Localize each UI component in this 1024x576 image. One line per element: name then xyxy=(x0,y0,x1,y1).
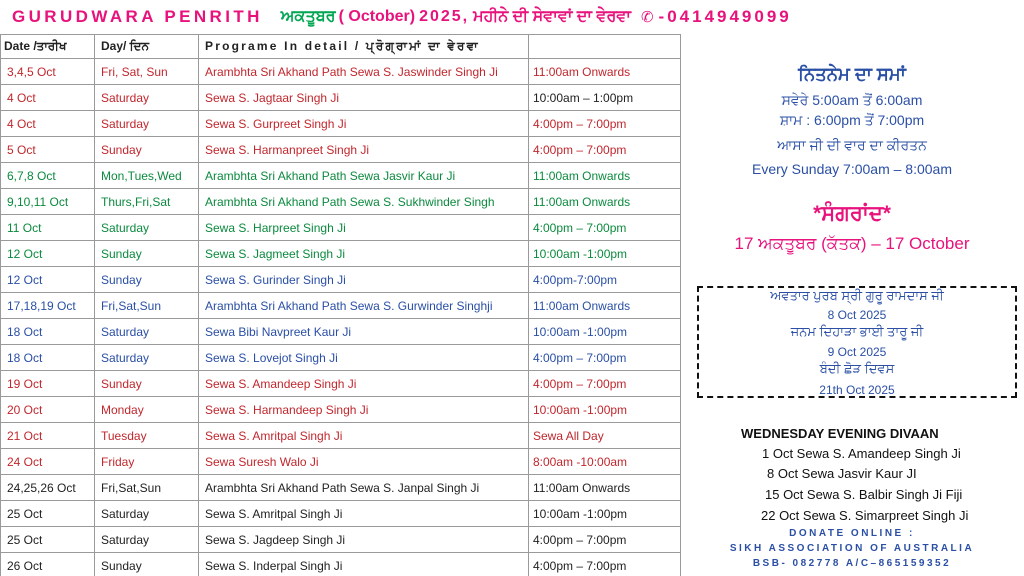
date-cell: 25 Oct xyxy=(1,501,95,527)
time-cell: 10:00am -1:00pm xyxy=(529,501,681,527)
wednesday-item: 15 Oct Sewa S. Balbir Singh Ji Fiji xyxy=(765,487,963,502)
sunday-kirtan: Every Sunday 7:00am – 8:00am xyxy=(751,161,952,177)
day-cell: Tuesday xyxy=(95,423,199,449)
table-row xyxy=(1,319,681,345)
table-row xyxy=(1,163,681,189)
date-cell: 18 Oct xyxy=(1,319,95,345)
time-cell: 10:00am – 1:00pm xyxy=(529,85,681,111)
day-cell: Sunday xyxy=(95,371,199,397)
header-day: Day/ ਦਿਨ xyxy=(95,35,199,59)
schedule-table xyxy=(0,34,681,576)
date-cell: 4 Oct xyxy=(1,111,95,137)
header-time xyxy=(529,35,681,59)
time-cell: 4:00pm – 7:00pm xyxy=(529,345,681,371)
time-cell: 11:00am Onwards xyxy=(529,59,681,85)
program-cell: Sewa S. Gurinder Singh Ji xyxy=(199,267,529,293)
day-cell: Sunday xyxy=(95,553,199,576)
table-row xyxy=(1,215,681,241)
day-cell: Saturday xyxy=(95,501,199,527)
day-cell: Fri, Sat, Sun xyxy=(95,59,199,85)
event-date: 8 Oct 2025 xyxy=(827,308,887,322)
event-label: ਜਨਮ ਦਿਹਾੜਾ ਭਾਈ ਤਾਰੂ ਜੀ xyxy=(790,324,924,339)
wednesday-item: 22 Oct Sewa S. Simarpreet Singh Ji xyxy=(761,508,969,523)
table-row xyxy=(1,241,681,267)
sangrand-title: *ਸੰਗਰਾਂਦ* xyxy=(813,202,891,225)
date-cell: 17,18,19 Oct xyxy=(1,293,95,319)
program-cell: Arambhta Sri Akhand Path Sewa S. Janpal Singh Ji xyxy=(199,475,529,501)
time-cell: 4:00pm – 7:00pm xyxy=(529,527,681,553)
nitnem-morning: ਸਵੇਰੇ 5:00am ਤੋਂ 6:00am xyxy=(781,92,923,108)
day-cell: Sunday xyxy=(95,267,199,293)
program-cell: Sewa S. Inderpal Singh Ji xyxy=(199,553,529,576)
time-cell: 4:00pm-7:00pm xyxy=(529,267,681,293)
date-cell: 3,4,5 Oct xyxy=(1,59,95,85)
day-cell: Friday xyxy=(95,449,199,475)
table-row xyxy=(1,475,681,501)
schedule-body xyxy=(1,59,681,576)
month-punjabi: ਅਕਤੂਬਰ xyxy=(280,8,336,25)
asa-di-vaar: ਆਸਾ ਜੀ ਦੀ ਵਾਰ ਦਾ ਕੀਰਤਨ xyxy=(777,137,927,153)
gurpurab-events-box xyxy=(697,286,1017,398)
date-cell: 5 Oct xyxy=(1,137,95,163)
nitnem-title: ਨਿਤਨੇਮ ਦਾ ਸਮਾਂ xyxy=(798,64,906,84)
wednesday-item: 1 Oct Sewa S. Amandeep Singh Ji xyxy=(762,446,961,461)
program-cell: Sewa S. Amritpal Singh Ji xyxy=(199,501,529,527)
time-cell: 10:00am -1:00pm xyxy=(529,319,681,345)
subtitle-punjabi: ਮਹੀਨੇ ਦੀ ਸੇਵਾਵਾਂ ਦਾ ਵੇਰਵਾ xyxy=(473,8,631,25)
program-cell: Arambhta Sri Akhand Path Sewa S. Jaswinder Singh Ji xyxy=(199,59,529,85)
time-cell: 10:00am -1:00pm xyxy=(529,397,681,423)
date-cell: 20 Oct xyxy=(1,397,95,423)
day-cell: Saturday xyxy=(95,215,199,241)
table-row xyxy=(1,345,681,371)
date-cell: 26 Oct xyxy=(1,553,95,576)
day-cell: Monday xyxy=(95,397,199,423)
day-cell: Saturday xyxy=(95,111,199,137)
day-cell: Saturday xyxy=(95,345,199,371)
header-program: Programe In detail / ਪ੍ਰੋਗ੍ਰਾਮਾਂ ਦਾ ਵੇਰਵਾ xyxy=(199,35,529,59)
table-row xyxy=(1,137,681,163)
event-label: ਅਵਤਾਰ ਪੁਰਬ ਸ੍ਰੀ ਗੁਰੂ ਰਾਮਦਾਸ ਜੀ xyxy=(770,288,944,303)
date-cell: 6,7,8 Oct xyxy=(1,163,95,189)
time-cell: 4:00pm – 7:00pm xyxy=(529,111,681,137)
phone-text: -0414949099 xyxy=(658,7,792,26)
time-cell: 4:00pm – 7:00pm xyxy=(529,215,681,241)
program-cell: Sewa S. Amritpal Singh Ji xyxy=(199,423,529,449)
day-cell: Sunday xyxy=(95,137,199,163)
table-row xyxy=(1,501,681,527)
table-row xyxy=(1,111,681,137)
time-cell: 11:00am Onwards xyxy=(529,189,681,215)
wednesday-item: 8 Oct Sewa Jasvir Kaur JI xyxy=(767,466,917,481)
year: 2025, xyxy=(419,8,470,25)
time-cell: 4:00pm – 7:00pm xyxy=(529,371,681,397)
time-cell: 10:00am -1:00pm xyxy=(529,241,681,267)
date-cell: 25 Oct xyxy=(1,527,95,553)
nitnem-evening: ਸ਼ਾਮ : 6:00pm ਤੋਂ 7:00pm xyxy=(779,112,925,128)
donate-account: BSB- 082778 A/C–865159352 xyxy=(752,558,952,569)
program-cell: Sewa S. Harmanpreet Singh Ji xyxy=(199,137,529,163)
day-cell: Thurs,Fri,Sat xyxy=(95,189,199,215)
date-cell: 24,25,26 Oct xyxy=(1,475,95,501)
table-row xyxy=(1,293,681,319)
event-date: 21th Oct 2025 xyxy=(819,383,895,397)
program-cell: Sewa S. Lovejot Singh Ji xyxy=(199,345,529,371)
date-cell: 21 Oct xyxy=(1,423,95,449)
header-bar xyxy=(0,0,1024,34)
time-cell: 4:00pm – 7:00pm xyxy=(529,553,681,576)
table-row xyxy=(1,85,681,111)
date-cell: 19 Oct xyxy=(1,371,95,397)
table-row xyxy=(1,397,681,423)
date-cell: 12 Oct xyxy=(1,267,95,293)
date-cell: 18 Oct xyxy=(1,345,95,371)
table-row xyxy=(1,189,681,215)
date-cell: 9,10,11 Oct xyxy=(1,189,95,215)
table-row xyxy=(1,371,681,397)
table-row xyxy=(1,423,681,449)
day-cell: Fri,Sat,Sun xyxy=(95,293,199,319)
program-cell: Arambhta Sri Akhand Path Sewa S. Sukhwinder Singh xyxy=(199,189,529,215)
day-cell: Sunday xyxy=(95,241,199,267)
time-cell: 8:00am -10:00am xyxy=(529,449,681,475)
program-cell: Sewa S. Gurpreet Singh Ji xyxy=(199,111,529,137)
program-cell: Sewa S. Jagtaar Singh Ji xyxy=(199,85,529,111)
program-cell: Sewa S. Amandeep Singh Ji xyxy=(199,371,529,397)
program-cell: Sewa S. Harmandeep Singh Ji xyxy=(199,397,529,423)
month-english: ( October) xyxy=(338,8,416,25)
day-cell: Saturday xyxy=(95,527,199,553)
program-cell: Sewa S. Harpreet Singh Ji xyxy=(199,215,529,241)
event-date: 9 Oct 2025 xyxy=(827,345,887,359)
donate-org: SIKH ASSOCIATION OF AUSTRALIA xyxy=(729,543,975,554)
table-row xyxy=(1,267,681,293)
event-label: ਬੰਦੀ ਛੋੜ ਦਿਵਸ xyxy=(819,361,895,376)
time-cell: 11:00am Onwards xyxy=(529,163,681,189)
program-cell: Arambhta Sri Akhand Path Sewa S. Gurwinder Singhji xyxy=(199,293,529,319)
day-cell: Saturday xyxy=(95,85,199,111)
date-cell: 12 Oct xyxy=(1,241,95,267)
table-row xyxy=(1,553,681,576)
program-cell: Sewa Bibi Navpreet Kaur Ji xyxy=(199,319,529,345)
day-cell: Mon,Tues,Wed xyxy=(95,163,199,189)
sangrand-date: 17 ਅਕਤੂਬਰ (ਕੱਤਕ) – 17 October xyxy=(734,234,970,253)
day-cell: Fri,Sat,Sun xyxy=(95,475,199,501)
time-cell: Sewa All Day xyxy=(529,423,681,449)
wednesday-divaan-title: WEDNESDAY EVENING DIVAAN xyxy=(741,426,939,441)
donate-title: DONATE ONLINE : xyxy=(789,528,915,539)
program-cell: Arambhta Sri Akhand Path Sewa Jasvir Kaur Ji xyxy=(199,163,529,189)
phone-icon: ✆ xyxy=(640,9,657,26)
date-cell: 4 Oct xyxy=(1,85,95,111)
program-cell: Sewa Suresh Walo Ji xyxy=(199,449,529,475)
phone-number xyxy=(641,7,792,27)
table-row xyxy=(1,59,681,85)
date-cell: 24 Oct xyxy=(1,449,95,475)
table-row xyxy=(1,449,681,475)
time-cell: 4:00pm – 7:00pm xyxy=(529,137,681,163)
day-cell: Saturday xyxy=(95,319,199,345)
time-cell: 11:00am Onwards xyxy=(529,475,681,501)
program-cell: Sewa S. Jagdeep Singh Ji xyxy=(199,527,529,553)
time-cell: 11:00am Onwards xyxy=(529,293,681,319)
table-header-row xyxy=(1,35,681,59)
program-cell: Sewa S. Jagmeet Singh Ji xyxy=(199,241,529,267)
table-row xyxy=(1,527,681,553)
page-title: GURUDWARA PENRITH xyxy=(12,7,263,26)
date-cell: 11 Oct xyxy=(1,215,95,241)
header-date: Date /ਤਾਰੀਖ xyxy=(1,35,95,59)
